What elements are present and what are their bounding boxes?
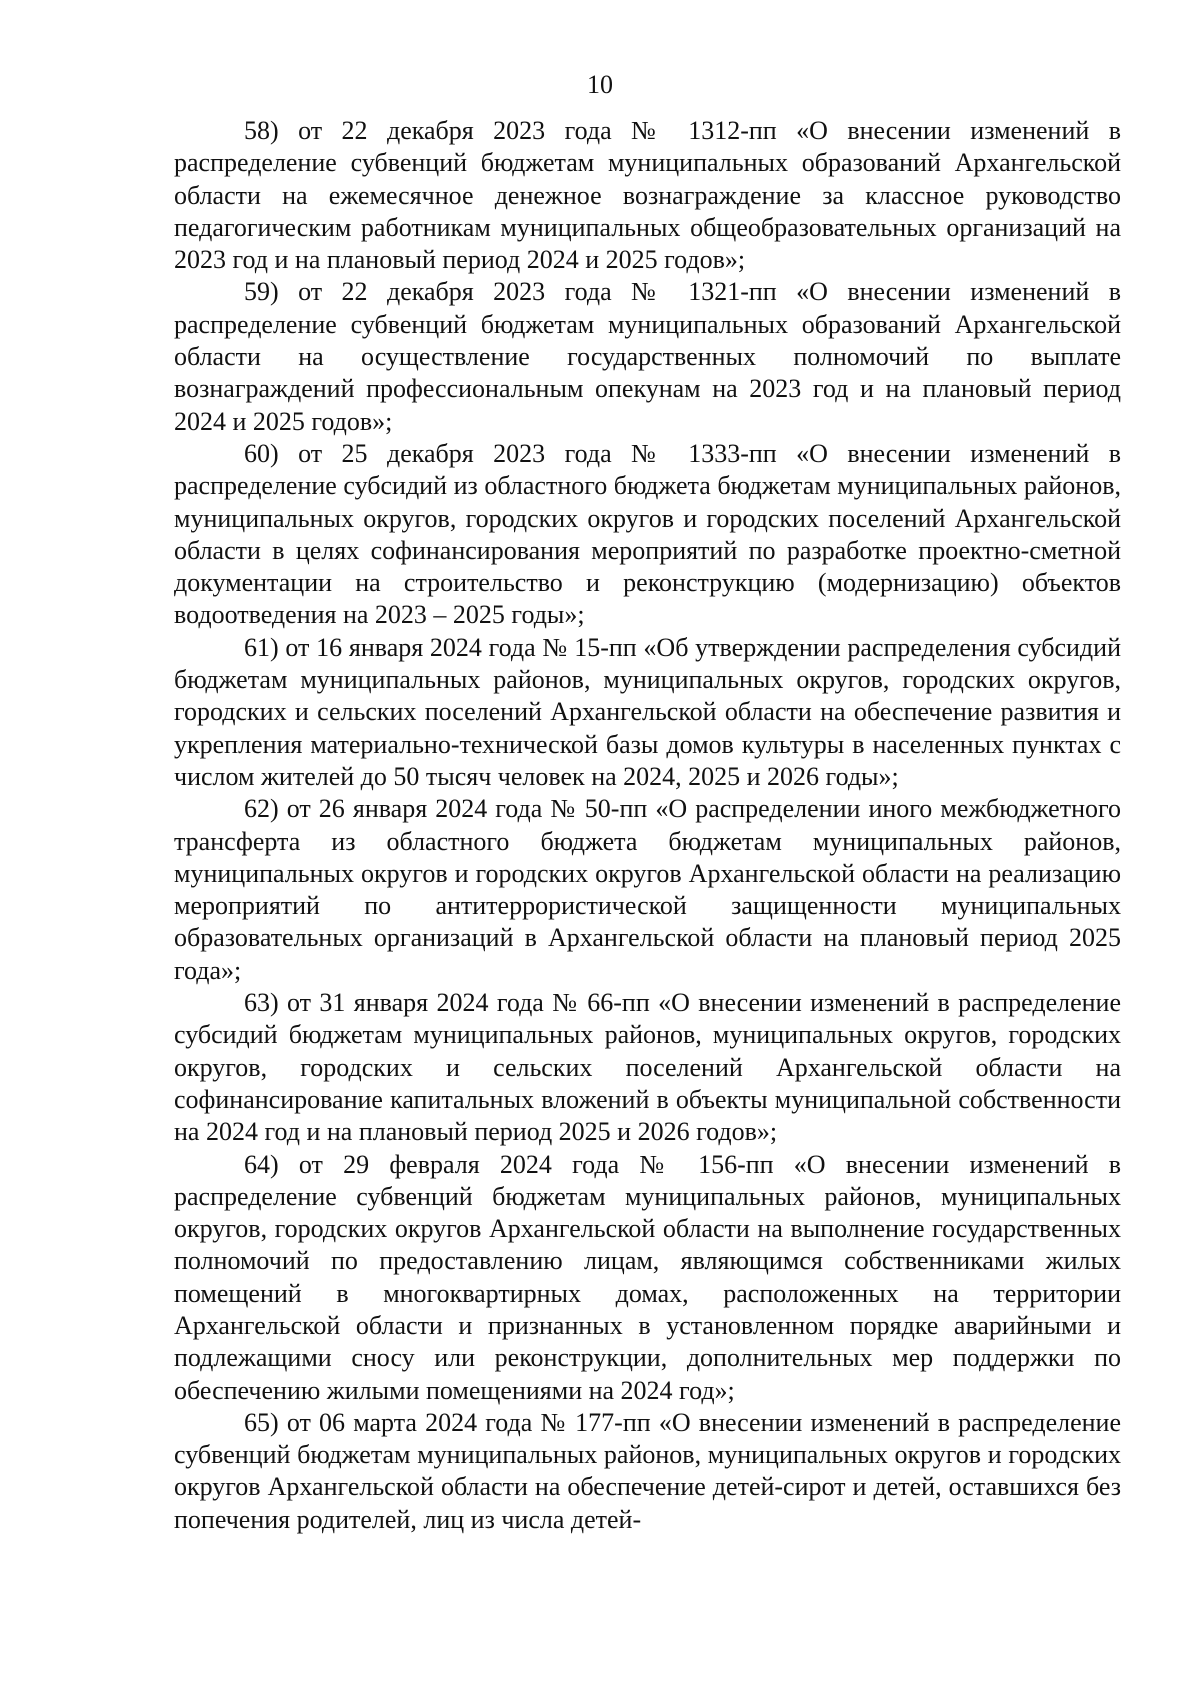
list-item-61: 61) от 16 января 2024 года № 15-пп «Об утверждении распределения субсидий бюджетам муниципальных районов, муниципальных округов, городских округов, городских и сельских поселений Архангельской области на обеспечение развития и укрепления материально-технической базы домов культуры в населенных пунктах с числом жителей до 50 тысяч человек на 2024, 2025 и 2026 годы»;: [174, 632, 1121, 791]
list-item-59: 59) от 22 декабря 2023 года № 1321-пп «О внесении изменений в распределение субвенций бюджетам муниципальных образований Архангельской области на осуществление государственных полномочий по выплате вознаграждений профессиональным опекунам на 2023 год и на плановый период 2024 и 2025 годов»;: [174, 277, 1121, 436]
document-body: [174, 115, 1121, 1536]
list-item-63: 63) от 31 января 2024 года № 66-пп «О внесении изменений в распределение субсидий бюджетам муниципальных районов, муниципальных округов, городских округов, городских и сельских поселений Архангельской области на софинансирование капитальных вложений в объекты муниципальной собственности на 2024 год и на плановый период 2025 и 2026 годов»;: [174, 988, 1121, 1147]
list-item-64: 64) от 29 февраля 2024 года № 156-пп «О внесении изменений в распределение субвенций бюджетам муниципальных районов, муниципальных округов, городских округов Архангельской области на выполнение государственных полномочий по предоставлению лицам, являющимся собственниками жилых помещений в многоквартирных домах, расположенных на территории Архангельской области и признанных в установленном порядке аварийными и подлежащими сносу или реконструкции, дополнительных мер поддержки по обеспечению жилыми помещениями на 2024 год»;: [174, 1149, 1121, 1405]
page-number: 10: [587, 70, 613, 99]
list-item-58: 58) от 22 декабря 2023 года № 1312-пп «О внесении изменений в распределение субвенций бюджетам муниципальных образований Архангельской области на ежемесячное денежное вознаграждение за классное руководство педагогическим работникам муниципальных общеобразовательных организаций на 2023 год и на плановый период 2024 и 2025 годов»;: [174, 116, 1121, 275]
list-item-65: 65) от 06 марта 2024 года № 177-пп «О внесении изменений в распределение субвенций бюджетам муниципальных районов, муниципальных округов и городских округов Архангельской области на обеспечение детей-сирот и детей, оставшихся без попечения родителей, лиц из числа детей-: [174, 1407, 1121, 1534]
list-item-62: 62) от 26 января 2024 года № 50-пп «О распределении иного межбюджетного трансферта из областного бюджета бюджетам муниципальных районов, муниципальных округов и городских округов Архангельской области на реализацию мероприятий по антитеррористической защищенности муниципальных образовательных организаций в Архангельской области на плановый период 2025 года»;: [174, 794, 1121, 985]
list-item-60: 60) от 25 декабря 2023 года № 1333-пп «О внесении изменений в распределение субсидий из областного бюджета бюджетам муниципальных районов, муниципальных округов, городских округов и городских поселений Архангельской области в целях софинансирования мероприятий по разработке проектно-сметной документации на строительство и реконструкцию (модернизацию) объектов водоотведения на 2023 – 2025 годы»;: [174, 438, 1121, 630]
